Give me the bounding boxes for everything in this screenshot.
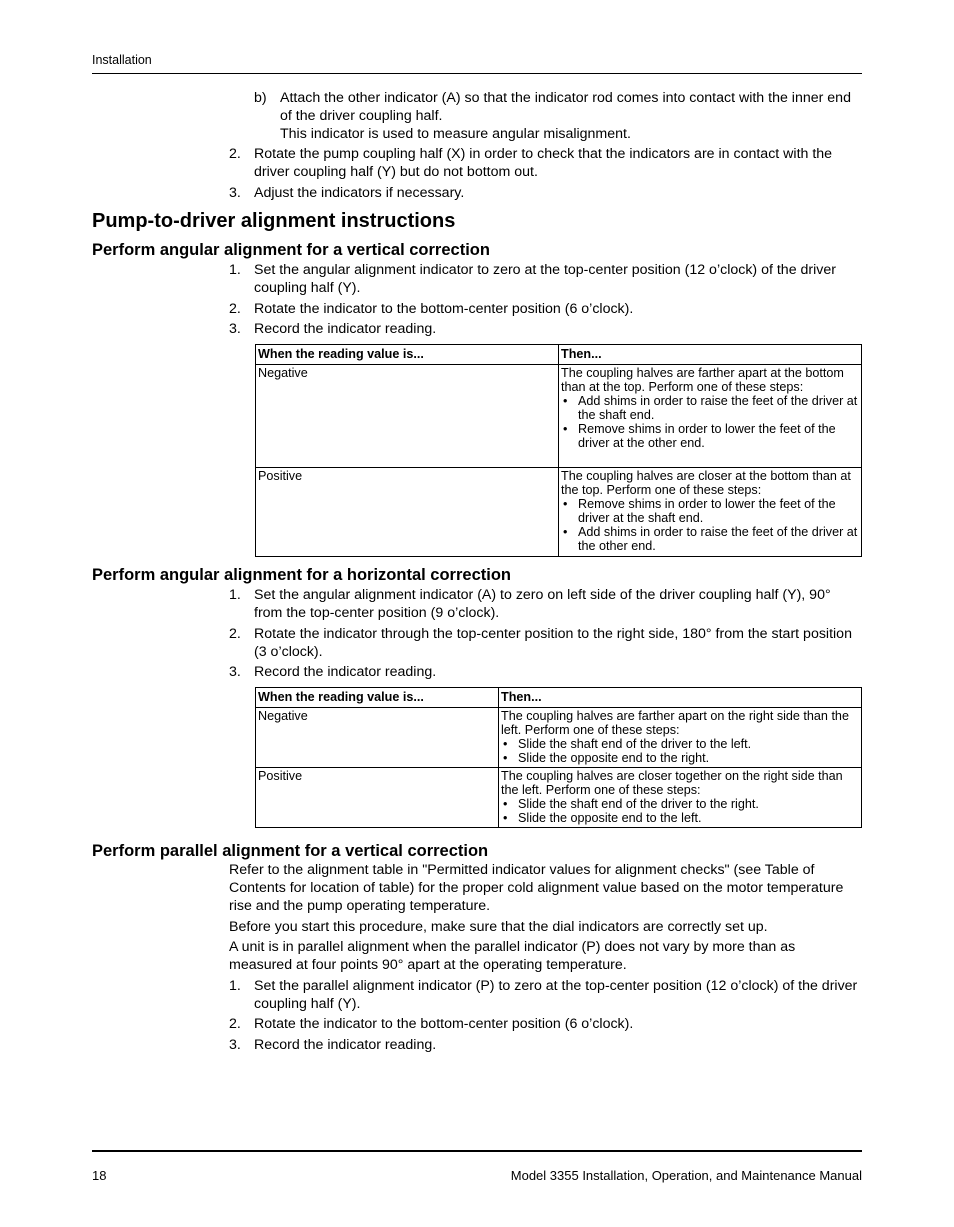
then-cell (559, 468, 862, 557)
list-item (501, 797, 859, 811)
bullet-icon: • (503, 751, 508, 765)
step-text: Rotate the indicator to the bottom-center position (6 o’clock). (254, 301, 634, 317)
bullet-icon: • (503, 737, 508, 751)
step-2 (229, 145, 862, 181)
table-row (256, 708, 862, 768)
step-2 (229, 1015, 862, 1033)
list-item-text: Add shims in order to raise the feet of the driver at the shaft end. (578, 394, 858, 422)
vertical-angular-table (255, 344, 862, 557)
step-text: Record the indicator reading. (254, 1037, 437, 1053)
bullet-icon: • (563, 497, 568, 511)
reading-cell: Positive (256, 468, 559, 557)
bullet-icon: • (503, 797, 508, 811)
section-heading-parallel-vertical: Perform parallel alignment for a vertical correction (92, 842, 489, 860)
step-3 (229, 184, 862, 202)
step-text: Rotate the indicator through the top-center position to the right side, 180° from the start position (3 o’clock). (254, 626, 852, 660)
page-footer (92, 1150, 862, 1183)
step-number: 2. (229, 146, 241, 162)
step-number: 3. (229, 1037, 241, 1053)
manual-title: Model 3355 Installation, Operation, and Maintenance Manual (510, 1168, 862, 1183)
page-number: 18 (92, 1168, 107, 1183)
then-text: The coupling halves are farther apart on the right side than the left. Perform one of these steps: (501, 709, 849, 737)
list-item-text: Add shims in order to raise the feet of the driver at the other end. (578, 525, 858, 553)
list-item-text: Slide the shaft end of the driver to the right. (518, 797, 759, 811)
list-item-text: Slide the shaft end of the driver to the left. (518, 737, 752, 751)
then-cell (559, 365, 862, 468)
list-item (501, 751, 859, 765)
list-item (501, 811, 859, 825)
list-item (501, 737, 859, 751)
step-number: 2. (229, 301, 241, 317)
column-header: Then... (559, 345, 862, 365)
step-text: Record the indicator reading. (254, 321, 437, 337)
table-row (256, 365, 862, 468)
step-text: Set the parallel alignment indicator (P) to zero at the top-center position (12 o’clock) of the driver coupling half (Y). (254, 978, 858, 1012)
step-1 (229, 977, 862, 1013)
bullet-icon: • (503, 811, 508, 825)
step-number: 3. (229, 185, 241, 201)
step-2 (229, 300, 862, 318)
step-number: b) (254, 90, 267, 106)
table-row (256, 468, 862, 557)
column-header: When the reading value is... (256, 345, 559, 365)
table-row (256, 768, 862, 828)
step-1 (229, 586, 862, 622)
main-heading: Pump-to-driver alignment instructions (92, 210, 456, 232)
list-item (561, 394, 859, 422)
paragraph: Before you start this procedure, make sure that the dial indicators are correctly set up. (229, 919, 768, 935)
step-3 (229, 1036, 862, 1054)
horizontal-angular-table (255, 687, 862, 828)
list-item-text: Remove shims in order to lower the feet of the driver at the shaft end. (578, 497, 836, 525)
step-1 (229, 261, 862, 297)
then-text: The coupling halves are closer at the bottom than at the top. Perform one of these steps: (561, 469, 851, 497)
reading-cell: Negative (256, 365, 559, 468)
step-text: Rotate the indicator to the bottom-center position (6 o’clock). (254, 1016, 634, 1032)
step-2 (229, 625, 862, 661)
reading-cell: Positive (256, 768, 499, 828)
step-3 (229, 663, 862, 681)
then-text: The coupling halves are farther apart at the bottom than at the top. Perform one of these steps: (561, 366, 844, 394)
list-item-text: Remove shims in order to lower the feet of the driver at the other end. (578, 422, 836, 450)
list-item (561, 525, 859, 553)
list-item-text: Slide the opposite end to the left. (518, 811, 702, 825)
step-text: Rotate the pump coupling half (X) in order to check that the indicators are in contact with the driver coupling half (Y) but do not bottom out. (254, 146, 833, 180)
bullet-icon: • (563, 394, 568, 408)
column-header: Then... (499, 688, 862, 708)
step-3 (229, 320, 862, 338)
step-number: 3. (229, 321, 241, 337)
reading-cell: Negative (256, 708, 499, 768)
step-number: 2. (229, 1016, 241, 1032)
then-text: The coupling halves are closer together on the right side than the left. Perform one of these steps: (501, 769, 843, 797)
section-heading-vertical-angular: Perform angular alignment for a vertical correction (92, 241, 490, 259)
step-number: 3. (229, 664, 241, 680)
step-note: This indicator is used to measure angular misalignment. (280, 126, 631, 142)
bullet-list (561, 497, 859, 553)
bullet-list (501, 737, 859, 765)
list-item (561, 422, 859, 450)
table-header-row (256, 345, 862, 365)
step-number: 1. (229, 587, 241, 603)
table-header-row (256, 688, 862, 708)
step-text: Record the indicator reading. (254, 664, 437, 680)
paragraph: Refer to the alignment table in "Permitted indicator values for alignment checks" (see Table of Contents for location of table) for the proper cold alignment value based on the motor temperature rise and the pump operating temperature. (229, 862, 844, 914)
step-number: 1. (229, 262, 241, 278)
section-heading-horizontal-angular: Perform angular alignment for a horizontal correction (92, 566, 511, 584)
step-text: Adjust the indicators if necessary. (254, 185, 465, 201)
then-cell (499, 768, 862, 828)
then-cell (499, 708, 862, 768)
step-text: Set the angular alignment indicator (A) to zero on left side of the driver coupling half (Y), 90° from the top-center position (9 o’clock). (254, 587, 831, 621)
step-number: 1. (229, 978, 241, 994)
step-text: Attach the other indicator (A) so that the indicator rod comes into contact with the inner end of the driver coupling half. (280, 90, 851, 124)
step-number: 2. (229, 626, 241, 642)
page-header (92, 53, 862, 74)
bullet-icon: • (563, 422, 568, 436)
bullet-list (501, 797, 859, 825)
bullet-icon: • (563, 525, 568, 539)
list-item (561, 497, 859, 525)
header-section-label: Installation (92, 53, 152, 67)
paragraph: A unit is in parallel alignment when the parallel indicator (P) does not vary by more than as measured at four points 90° apart at the operating temperature. (229, 939, 796, 973)
column-header: When the reading value is... (256, 688, 499, 708)
list-item-text: Slide the opposite end to the right. (518, 751, 710, 765)
bullet-list (561, 394, 859, 450)
step-text: Set the angular alignment indicator to zero at the top-center position (12 o’clock) of the driver coupling half (Y). (254, 262, 837, 296)
step-b (254, 89, 862, 143)
